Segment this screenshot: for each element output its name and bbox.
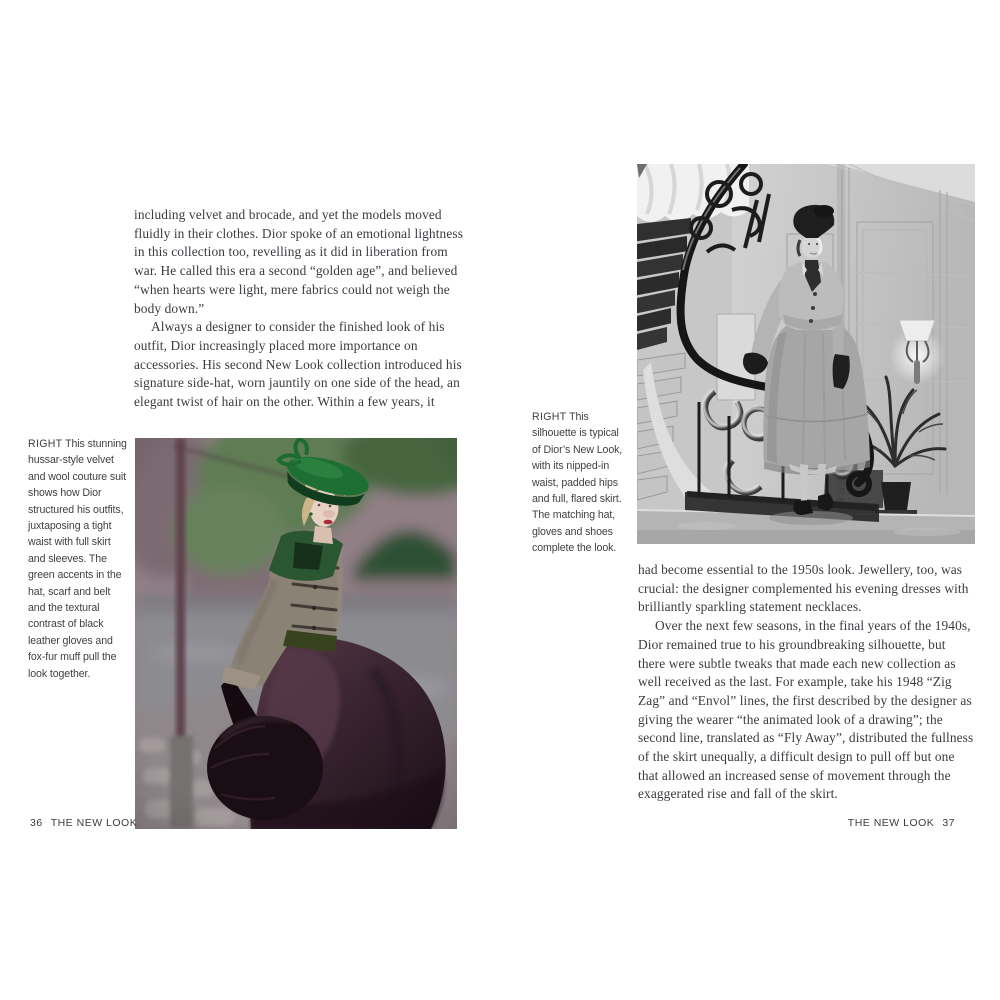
left-photo-caption: [28, 436, 128, 682]
street-fashion-illustration: [135, 438, 457, 829]
page-number: 37: [942, 817, 955, 829]
caption-text: This silhouette is typical of Dior’s New Look, with its nipped-in waist, padded hips and full, flared skirt. The matching hat, gloves and shoes complete the look.: [532, 411, 623, 555]
street-fashion-photo: [135, 438, 457, 829]
left-page-body-text: [134, 206, 470, 412]
left-paragraph-2: Always a designer to consider the finished look of his outfit, Dior increasingly placed more importance on accessories. His second New Look collection introduced his signature side-hat, worn jauntily on one side of the head, an elegant twist of hair on the other. Within a few years, it: [134, 319, 462, 410]
right-photo-caption: [532, 409, 630, 557]
page-number: 36: [30, 817, 43, 829]
caption-text: This stunning hussar-style velvet and wool couture suit shows how Dior structured his outfits, juxtaposing a tight waist with full skirt and sleeves. The green accents in the hat, scarf and belt and the textural contrast of black leather gloves and fox-fur muff pull the look together.: [28, 438, 127, 680]
dark-pumps: [793, 500, 813, 515]
running-title: THE NEW LOOK: [847, 817, 935, 829]
right-page-body-text: [638, 561, 974, 804]
right-page-footer: [848, 817, 957, 829]
staircase-illustration: [637, 164, 975, 544]
left-page-footer: [28, 817, 137, 829]
caption-position-label: RIGHT: [28, 438, 63, 450]
right-paragraph-1: had become essential to the 1950s look. Jewellery, too, was crucial: the designer complemented his evening dresses with brilliantly sparkling statement necklaces.: [638, 562, 969, 615]
staircase-fashion-photo: [637, 164, 975, 544]
running-title: THE NEW LOOK: [50, 817, 138, 829]
caption-position-label: RIGHT: [532, 411, 567, 423]
right-paragraph-2: Over the next few seasons, in the final years of the 1940s, Dior remained true to his groundbreaking silhouette, but there were subtle tweaks that made each new collection as well received as the last. For example, take his 1948 “Zig Zag” and “Envol” lines, the first described by the designer as giving the wearer “the animated look of a drawing”; the second line, translated as “Fly Away”, distributed the fullness of the skirt unequally, a difficult design to pull off but one that allowed an increased sense of movement through the exaggerated rise and fall of the skirt.: [638, 618, 974, 802]
left-paragraph-1: including velvet and brocade, and yet the models moved fluidly in their clothes. Dior spoke of an emotional lightness in this collection too, revelling as it did in liberation from war. He called this era a second “golden age”, and believed “when hearts were light, mere fabrics could not weigh the body down.”: [134, 207, 464, 316]
